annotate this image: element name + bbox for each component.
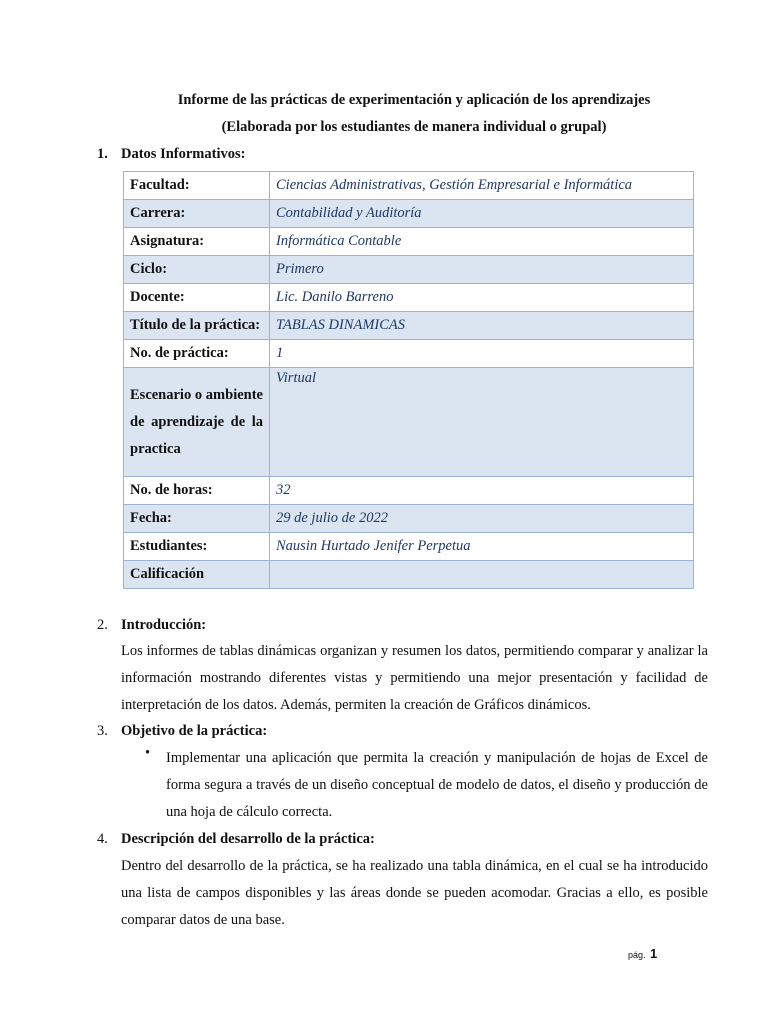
row-value: Nausin Hurtado Jenifer Perpetua xyxy=(270,533,694,561)
row-label: Título de la práctica: xyxy=(124,312,270,340)
table-row xyxy=(124,284,694,312)
row-label: Carrera: xyxy=(124,200,270,228)
section-1-heading: Datos Informativos: xyxy=(121,146,246,162)
row-value: Ciencias Administrativas, Gestión Empresarial e Informática xyxy=(270,172,694,200)
row-value: Contabilidad y Auditoría xyxy=(270,200,694,228)
row-value xyxy=(270,561,694,589)
section-4-heading: Descripción del desarrollo de la práctica: xyxy=(121,831,375,847)
section-3-heading: Objetivo de la práctica: xyxy=(121,723,268,739)
description-paragraph: Dentro del desarrollo de la práctica, se ha realizado una tabla dinámica, en el cual se ha introducido una lista de campos disponibles y las áreas donde se pueden acomodar. Gracias a ello, es posible comparar datos de una base. xyxy=(121,858,708,928)
row-label: Fecha: xyxy=(124,505,270,533)
table-row xyxy=(124,533,694,561)
table-row xyxy=(124,340,694,368)
info-table xyxy=(123,171,694,589)
table-row xyxy=(124,256,694,284)
section-3-number: 3. xyxy=(97,723,108,739)
row-label: No. de horas: xyxy=(124,477,270,505)
table-row xyxy=(124,505,694,533)
row-label: Estudiantes: xyxy=(124,533,270,561)
row-value: Lic. Danilo Barreno xyxy=(270,284,694,312)
row-label: Asignatura: xyxy=(124,228,270,256)
introduction-paragraph: Los informes de tablas dinámicas organizan y resumen los datos, permitiendo comparar y analizar la información mostrando diferentes vistas y permitiendo una mejor presentación y facilidad de interpretación de los datos. Además, permiten la creación de Gráficos dinámicos. xyxy=(121,643,708,713)
table-row xyxy=(124,200,694,228)
section-4-number: 4. xyxy=(97,831,108,847)
row-value: 32 xyxy=(270,477,694,505)
row-value: Primero xyxy=(270,256,694,284)
row-value: 29 de julio de 2022 xyxy=(270,505,694,533)
row-value: Virtual xyxy=(270,368,694,477)
report-title: Informe de las prácticas de experimentación y aplicación de los aprendizajes xyxy=(177,92,651,108)
table-row xyxy=(124,312,694,340)
row-label: Escenario o ambiente de aprendizaje de la practica xyxy=(124,368,270,477)
row-label: Calificación xyxy=(124,561,270,589)
table-row xyxy=(124,172,694,200)
page-number xyxy=(628,945,657,963)
section-2-number: 2. xyxy=(97,617,108,633)
table-row xyxy=(124,228,694,256)
row-value: Informática Contable xyxy=(270,228,694,256)
row-label: No. de práctica: xyxy=(124,340,270,368)
table-row xyxy=(124,561,694,589)
section-1-number: 1. xyxy=(97,146,108,162)
bullet-icon: • xyxy=(145,745,151,761)
row-label: Facultad: xyxy=(124,172,270,200)
row-value: 1 xyxy=(270,340,694,368)
section-2-heading: Introducción: xyxy=(121,617,207,633)
objective-bullet-text: Implementar una aplicación que permita la creación y manipulación de hojas de Excel de forma segura a través de un diseño conceptual de modelo de datos, el diseño y producción de una hoja de cálculo correcta. xyxy=(166,750,708,820)
page-label: pág. xyxy=(628,950,646,960)
table-row xyxy=(124,368,694,477)
page-number-value: 1 xyxy=(649,946,658,961)
row-value: TABLAS DINAMICAS xyxy=(270,312,694,340)
table-row xyxy=(124,477,694,505)
report-subtitle: (Elaborada por los estudiantes de manera individual o grupal) xyxy=(221,119,607,135)
row-label: Docente: xyxy=(124,284,270,312)
row-label: Ciclo: xyxy=(124,256,270,284)
